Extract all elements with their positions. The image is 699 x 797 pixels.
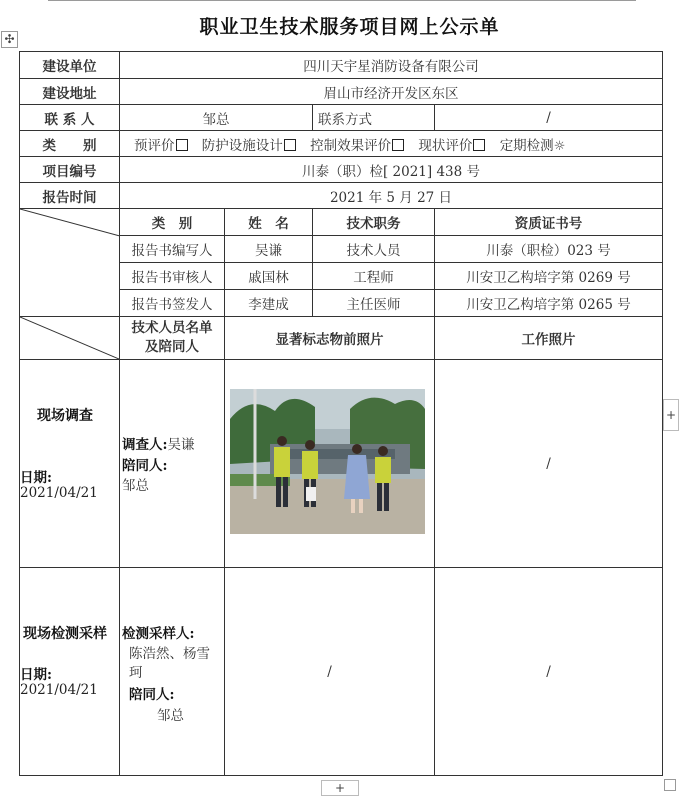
- staff-cert: 川安卫乙构培字第 0269 号: [435, 263, 663, 290]
- report-time-value: 2021 年 5 月 27 日: [120, 183, 663, 209]
- category-options: [120, 131, 663, 157]
- samplers-line1: 陈浩然、杨雪: [129, 646, 210, 662]
- project-no-value: 川泰（职）检[ 2021] 438 号: [120, 157, 663, 183]
- row-unit: [20, 52, 663, 79]
- survey-label-cell: [20, 360, 120, 568]
- checkbox-icon[interactable]: [392, 139, 404, 151]
- option-pre-assessment[interactable]: 预评价: [134, 138, 198, 154]
- staff-name: 李建成: [225, 290, 313, 317]
- investigator-name: 吴谦: [167, 437, 195, 453]
- sun-checked-icon[interactable]: ☼: [553, 138, 566, 154]
- diagonal-line: [20, 317, 119, 359]
- sampling-companion-label: 陪同人:: [129, 687, 175, 703]
- sampling-staff-cell: [120, 568, 225, 776]
- option-control-effect[interactable]: 控制效果评价: [310, 138, 414, 154]
- staff-role: 报告书审核人: [120, 263, 225, 290]
- staff-cert: 川安卫乙构培字第 0265 号: [435, 290, 663, 317]
- header-cert: 资质证书号: [435, 209, 663, 236]
- investigator-line: [122, 433, 194, 453]
- staff-name: 戚国林: [225, 263, 313, 290]
- contact-label: 联 系 人: [20, 105, 120, 131]
- staff-header-row: [20, 209, 663, 236]
- group-photo-image: [230, 389, 425, 534]
- option-protection-design[interactable]: 防护设施设计: [202, 138, 306, 154]
- survey-companion: 邹总: [122, 478, 149, 494]
- address-value: 眉山市经济开发区东区: [120, 79, 663, 105]
- staff-list-header-line2: 及陪同人: [145, 339, 199, 355]
- project-no-label: 项目编号: [20, 157, 120, 183]
- staff-title: 技术人员: [313, 236, 435, 263]
- survey-title: 现场调查: [37, 408, 93, 424]
- survey-date-label: 日期:: [20, 470, 52, 486]
- table-move-handle-icon[interactable]: ✣: [1, 31, 18, 48]
- staff-list-header-line1: 技术人员名单: [131, 320, 213, 336]
- sampling-row: [20, 568, 663, 776]
- diagonal-cell: [20, 317, 120, 360]
- header-name: 姓 名: [225, 209, 313, 236]
- row-address: [20, 79, 663, 105]
- row-contact: [20, 105, 663, 131]
- row-project-no: [20, 157, 663, 183]
- header-category: 类 别: [120, 209, 225, 236]
- option-periodic-detection[interactable]: 定期检测☼: [499, 137, 566, 154]
- survey-companion-label: 陪同人:: [122, 458, 168, 474]
- address-label: 建设地址: [20, 79, 120, 105]
- survey-date: 2021/04/21: [20, 485, 98, 501]
- investigator-label: 调查人:: [122, 437, 168, 453]
- add-row-button[interactable]: +: [321, 780, 359, 796]
- public-notice-table: [19, 51, 663, 776]
- sampling-landmark-photo: /: [225, 568, 435, 776]
- contact-method-label: 联系方式: [313, 105, 435, 131]
- category-label: 类 别: [20, 131, 120, 157]
- landmark-photo-cell: [225, 360, 435, 568]
- work-photo-header: 工作照片: [435, 317, 663, 360]
- checkbox-icon[interactable]: [473, 139, 485, 151]
- photo-header-row: [20, 317, 663, 360]
- samplers-line2: 珂: [129, 665, 143, 681]
- row-report-time: [20, 183, 663, 209]
- sampling-title: 现场检测采样: [23, 626, 107, 642]
- page-title: 职业卫生技术服务项目网上公示单: [199, 16, 500, 38]
- sampling-work-photo: /: [435, 568, 663, 776]
- unit-value: 四川天宇星消防设备有限公司: [120, 52, 663, 79]
- checkbox-icon[interactable]: [176, 139, 188, 151]
- contact-value: 邹总: [120, 105, 313, 131]
- staff-role: 报告书签发人: [120, 290, 225, 317]
- header-title: 技术职务: [313, 209, 435, 236]
- contact-method-value: /: [435, 105, 663, 131]
- survey-row: [20, 360, 663, 568]
- survey-staff-cell: [120, 360, 225, 568]
- diagonal-cell: [20, 209, 120, 317]
- diagonal-line: [20, 209, 119, 316]
- staff-name: 吴谦: [225, 236, 313, 263]
- landmark-photo: [230, 389, 425, 534]
- survey-work-photo: /: [435, 360, 663, 568]
- staff-role: 报告书编写人: [120, 236, 225, 263]
- row-category: [20, 131, 663, 157]
- sampling-date: 2021/04/21: [20, 682, 98, 698]
- sampling-companion: 邹总: [157, 708, 184, 724]
- unit-label: 建设单位: [20, 52, 120, 79]
- staff-title: 主任医师: [313, 290, 435, 317]
- staff-cert: 川泰（职检）023 号: [435, 236, 663, 263]
- add-column-button[interactable]: +: [663, 399, 679, 431]
- page-top-border: [48, 0, 636, 1]
- table-resize-handle[interactable]: [664, 779, 676, 791]
- report-time-label: 报告时间: [20, 183, 120, 209]
- sampling-label-cell: [20, 568, 120, 776]
- option-status-assessment[interactable]: 现状评价: [418, 138, 495, 154]
- sampling-date-label: 日期:: [20, 667, 52, 683]
- checkbox-icon[interactable]: [284, 139, 296, 151]
- staff-list-header: [120, 317, 225, 360]
- sampler-label: 检测采样人:: [122, 626, 195, 642]
- staff-title: 工程师: [313, 263, 435, 290]
- landmark-photo-header: 显著标志物前照片: [225, 317, 435, 360]
